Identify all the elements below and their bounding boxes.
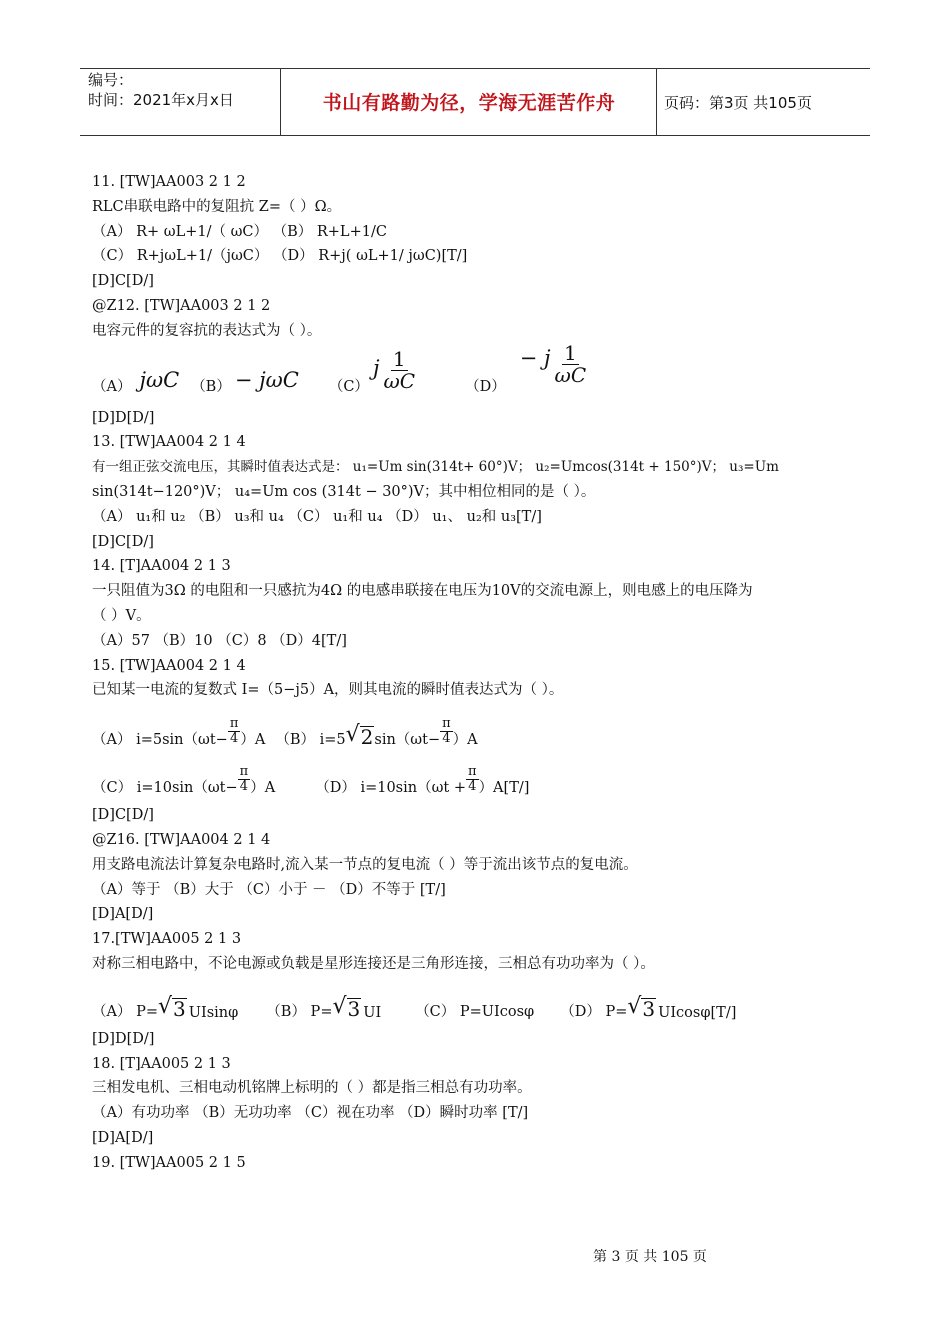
page-footer: 第 3 页 共 105 页	[593, 1249, 707, 1265]
q15-d-pre: （D） i=10sin（ωt +	[315, 780, 467, 797]
q15-b-mid: sin（ωt−	[374, 732, 441, 749]
header-motto: 书山有路勤为径，学海无涯苦作舟	[322, 92, 616, 114]
q15-a-pi: π	[229, 715, 239, 731]
q14-stem-line2: （ ）V。	[92, 607, 151, 624]
q14-head: 14. [T]AA004 2 1 3	[92, 558, 231, 575]
q16-stem: 用支路电流法计算复杂电路时,流入某一节点的复电流（ ）等于流出该节点的复电流。	[92, 856, 638, 873]
q15-a-pre: （A） i=5sin（ωt−	[92, 732, 228, 749]
q15-a-four: 4	[229, 730, 239, 746]
q17-options	[92, 977, 872, 1027]
q14-options: （A）57 （B）10 （C）8 （D）4[T/]	[92, 632, 347, 649]
header-top-rule	[80, 68, 870, 69]
q15-c-pi: π	[239, 763, 249, 779]
q17-a-pre: （A） P=	[92, 1003, 158, 1020]
q15-b-sqrt: √ 2	[345, 722, 374, 750]
q18-head: 18. [T]AA005 2 1 3	[92, 1055, 231, 1072]
question-list	[92, 170, 872, 1176]
code-label: 编号：	[88, 71, 134, 89]
q11-options-ab: （A） R+ ωL+1/（ ωC） （B） R+L+1/C	[92, 223, 387, 240]
q17-b-pre: （B） P=	[266, 1003, 333, 1020]
q15-c-pre: （C） i=10sin（ωt−	[92, 780, 238, 797]
q18-answer: [D]A[D/]	[92, 1129, 154, 1146]
q14-stem-line1: 一只阻值为3Ω 的电阻和一只感抗为4Ω 的电感串联接在电压为10V的交流电源上，则电感上的电压降为	[92, 583, 753, 600]
q13-head: 13. [TW]AA004 2 1 4	[92, 434, 246, 451]
q16-head: @Z16. [TW]AA004 2 1 4	[92, 831, 271, 848]
q18-options: （A）有功功率 （B）无功功率 （C）视在功率 （D）瞬时功率 [T/]	[92, 1105, 529, 1122]
q17-answer: [D]D[D/]	[92, 1030, 155, 1047]
q17-b-radicand: 3	[347, 996, 361, 1021]
q12-c-fraction	[383, 346, 416, 393]
q13-answer: [D]C[D/]	[92, 533, 154, 550]
q15-b-pre: （B） i=5	[275, 732, 346, 749]
q13-stem-line2: sin(314t−120°)V； u₄=Um cos (314t − 30°)V；其中相位相同的是（ ）。	[92, 483, 596, 500]
q17-d-radicand: 3	[642, 996, 656, 1021]
header-divider-right	[656, 68, 657, 135]
q12-d-fraction	[554, 340, 587, 387]
q17-a-post: UIsinφ	[188, 1004, 239, 1021]
q15-options-ab	[92, 703, 872, 755]
q12-b-label: （B）	[191, 378, 231, 395]
q15-a-fraction	[228, 717, 241, 745]
q12-c-denominator: ωC	[383, 368, 416, 393]
q12-a-expr: jωC	[139, 367, 180, 392]
q11-stem: RLC串联电路中的复阻抗 Z=（ ）Ω。	[92, 198, 342, 215]
q15-d-four: 4	[468, 778, 477, 794]
q15-c-post: ）A	[250, 780, 276, 797]
header-meta	[88, 70, 278, 110]
q12-d-label: （D）	[465, 378, 506, 395]
q15-stem: 已知某一电流的复数式 I=（5−j5）A，则其电流的瞬时值表达式为（ ）。	[92, 682, 564, 699]
q13-options: （A） u₁和 u₂ （B） u₃和 u₄ （C） u₁和 u₄ （D） u₁、 u₂和 u₃[T/]	[92, 508, 542, 525]
q17-a-radicand: 3	[173, 996, 186, 1021]
q15-d-fraction	[466, 765, 479, 793]
q17-stem: 对称三相电路中，不论电源或负载是星形连接还是三角形连接，三相总有功功率为（ ）。	[92, 955, 655, 972]
q12-c-prefix: j	[372, 355, 380, 380]
q12-c-label: （C）	[328, 378, 369, 395]
header-divider-left	[280, 68, 281, 135]
q16-options: （A）等于 （B）大于 （C）小于 － （D）不等于 [T/]	[92, 881, 446, 898]
q17-d-sqrt: √ 3	[627, 993, 656, 1021]
q11-answer: [D]C[D/]	[92, 273, 154, 290]
q12-stem: 电容元件的复容抗的表达式为（ ）。	[92, 322, 322, 339]
q11-head: 11. [TW]AA003 2 1 2	[92, 174, 246, 190]
q12-d-denominator: ωC	[554, 362, 587, 387]
q12-c-numerator: 1	[392, 346, 406, 371]
q13-stem-line1: 有一组正弦交流电压，其瞬时值表达式是： u₁=Um sin(314t+ 60°)V； u₂=Umcos(314t + 150°)V； u₃=Um	[92, 459, 779, 476]
q17-head: 17.[TW]AA005 2 1 3	[92, 931, 242, 948]
q12-d-numerator: 1	[563, 340, 577, 365]
q12-head: @Z12. [TW]AA003 2 1 2	[92, 297, 271, 314]
q15-c-four: 4	[239, 778, 249, 794]
q15-d-post: ）A[T/]	[478, 780, 530, 797]
q15-a-post: ）A	[240, 732, 266, 749]
q17-b-post: UI	[363, 1004, 382, 1021]
q15-b-four: 4	[442, 730, 451, 746]
q17-b-sqrt: √ 3	[332, 993, 361, 1021]
q15-b-radicand: 2	[360, 725, 374, 750]
header-bottom-rule	[80, 135, 870, 136]
q18-stem: 三相发电机、三相电动机铭牌上标明的（ ）都是指三相总有功功率。	[92, 1080, 532, 1097]
q17-d-post: UIcosφ[T/]	[658, 1004, 737, 1021]
q17-d-pre: （D） P=	[560, 1003, 628, 1020]
q11-options-cd: （C） R+jωL+1/（jωC） （D） R+j( ωL+1/ jωC)[T/]	[92, 248, 468, 265]
q12-answer: [D]D[D/]	[92, 409, 155, 426]
q12-options	[92, 340, 872, 400]
q15-d-pi: π	[468, 763, 477, 779]
q12-b-expr: − jωC	[234, 367, 299, 392]
header-page-label: 页码：第3页 共105页	[664, 94, 812, 112]
q15-c-fraction	[238, 765, 251, 793]
q15-head: 15. [TW]AA004 2 1 4	[92, 657, 246, 674]
q15-b-pi: π	[442, 715, 451, 731]
date-label: 时间：2021年x月x日	[88, 91, 234, 109]
q15-b-post: ）A	[452, 732, 478, 749]
q19-head: 19. [TW]AA005 2 1 5	[92, 1154, 246, 1171]
q15-options-cd	[92, 755, 872, 803]
q12-d-prefix: − j	[519, 345, 551, 370]
q15-answer: [D]C[D/]	[92, 807, 154, 824]
q15-b-fraction	[440, 717, 453, 745]
q17-a-sqrt: √ 3	[158, 993, 186, 1021]
q16-answer: [D]A[D/]	[92, 906, 154, 923]
q12-a-label: （A）	[92, 378, 132, 395]
q17-c-text: （C） P=UIcosφ	[415, 1003, 535, 1020]
